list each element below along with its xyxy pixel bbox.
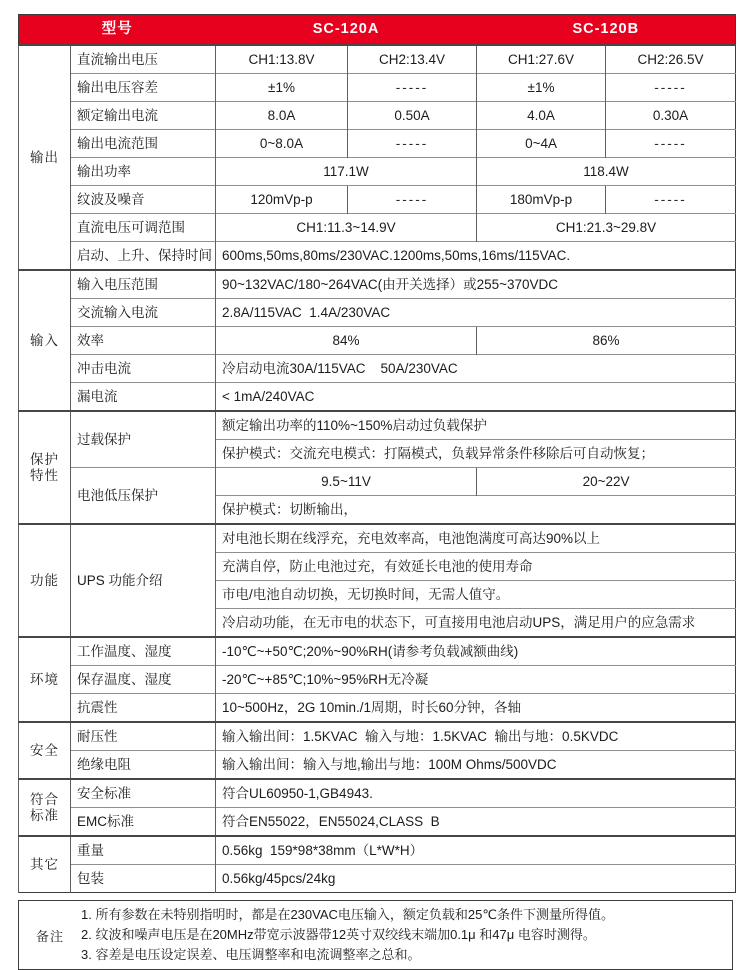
- spec-label: 直流输出电压: [71, 45, 216, 74]
- table-row: [19, 242, 736, 271]
- header-model-b: SC-120B: [477, 15, 736, 46]
- spec-value: ±1%: [216, 74, 348, 102]
- table-row: [19, 299, 736, 327]
- spec-value: 0~4A: [477, 130, 606, 158]
- spec-sheet: [0, 14, 750, 970]
- spec-value: < 1mA/240VAC: [216, 383, 736, 412]
- group-label-safety: 安全: [19, 722, 71, 779]
- notes-box: [18, 900, 733, 970]
- spec-label: 交流输入电流: [71, 299, 216, 327]
- spec-value: ±1%: [477, 74, 606, 102]
- table-row: [19, 836, 736, 865]
- spec-value: 600ms,50ms,80ms/230VAC.1200ms,50ms,16ms/115VAC.: [216, 242, 736, 271]
- table-row: [19, 779, 736, 808]
- table-row: [19, 327, 736, 355]
- spec-label: 绝缘电阻: [71, 751, 216, 780]
- spec-value: CH1:27.6V: [477, 45, 606, 74]
- header-model-a: SC-120A: [216, 15, 477, 46]
- spec-value: 86%: [477, 327, 736, 355]
- spec-label: 耐压性: [71, 722, 216, 751]
- spec-value: 保护模式：切断输出，: [216, 496, 736, 525]
- table-row: [19, 722, 736, 751]
- spec-value: -----: [348, 186, 477, 214]
- spec-label: 输出功率: [71, 158, 216, 186]
- spec-label: 启动、上升、保持时间: [71, 242, 216, 271]
- spec-value: 84%: [216, 327, 477, 355]
- spec-value: 9.5~11V: [216, 468, 477, 496]
- table-row: [19, 468, 736, 496]
- spec-value: 0.56kg/45pcs/24kg: [216, 865, 736, 893]
- notes-lines: [81, 905, 732, 965]
- group-label-protection: 保护特性: [19, 411, 71, 524]
- table-row: [19, 751, 736, 780]
- table-row: [19, 694, 736, 723]
- spec-value: CH1:21.3~29.8V: [477, 214, 736, 242]
- spec-value: 输入输出间：输入与地,输出与地：100M Ohms/500VDC: [216, 751, 736, 780]
- table-row: [19, 383, 736, 412]
- spec-value: 120mVp-p: [216, 186, 348, 214]
- spec-label: 重量: [71, 836, 216, 865]
- spec-value: 市电/电池自动切换，无切换时间，无需人值守。: [216, 581, 736, 609]
- spec-label: 电池低压保护: [71, 468, 216, 525]
- table-row: [19, 808, 736, 837]
- spec-label: 漏电流: [71, 383, 216, 412]
- spec-value: 4.0A: [477, 102, 606, 130]
- spec-label: 工作温度、湿度: [71, 637, 216, 666]
- table-header-row: [19, 15, 736, 46]
- spec-value: 充满自停，防止电池过充，有效延长电池的使用寿命: [216, 553, 736, 581]
- note-line: 3. 容差是电压设定误差、电压调整率和电流调整率之总和。: [81, 947, 421, 962]
- table-row: [19, 102, 736, 130]
- spec-value: 0~8.0A: [216, 130, 348, 158]
- spec-value: 2.8A/115VAC 1.4A/230VAC: [216, 299, 736, 327]
- spec-table: [18, 14, 736, 893]
- spec-value: 输入输出间：1.5KVAC 输入与地：1.5KVAC 输出与地：0.5KVDC: [216, 722, 736, 751]
- spec-value: CH1:13.8V: [216, 45, 348, 74]
- spec-label: EMC标准: [71, 808, 216, 837]
- table-row: [19, 214, 736, 242]
- note-line: 2. 纹波和噪声电压是在20MHz带宽示波器带12英寸双绞线末端加0.1μ 和47μ 电容时测得。: [81, 927, 596, 942]
- spec-value: -10℃~+50℃;20%~90%RH(请参考负载减额曲线): [216, 637, 736, 666]
- spec-value: 118.4W: [477, 158, 736, 186]
- table-row: [19, 74, 736, 102]
- spec-value: 符合EN55022，EN55024,CLASS B: [216, 808, 736, 837]
- spec-value: 冷启动功能，在无市电的状态下，可直接用电池启动UPS，满足用户的应急需求: [216, 609, 736, 638]
- spec-value: CH1:11.3~14.9V: [216, 214, 477, 242]
- table-row: [19, 130, 736, 158]
- spec-value: 0.50A: [348, 102, 477, 130]
- spec-value: 符合UL60950-1,GB4943.: [216, 779, 736, 808]
- table-row: [19, 186, 736, 214]
- spec-label: 额定输出电流: [71, 102, 216, 130]
- spec-label: 输入电压范围: [71, 270, 216, 299]
- spec-value: 20~22V: [477, 468, 736, 496]
- spec-value: -20℃~+85℃;10%~95%RH无冷凝: [216, 666, 736, 694]
- spec-value: 额定输出功率的110%~150%启动过负载保护: [216, 411, 736, 440]
- group-label-others: 其它: [19, 836, 71, 893]
- spec-label: 纹波及噪音: [71, 186, 216, 214]
- table-row: [19, 355, 736, 383]
- spec-value: -----: [606, 186, 736, 214]
- table-row: [19, 411, 736, 440]
- group-label-function: 功能: [19, 524, 71, 637]
- spec-value: 117.1W: [216, 158, 477, 186]
- spec-label: 输出电压容差: [71, 74, 216, 102]
- table-row: [19, 158, 736, 186]
- spec-value: 180mVp-p: [477, 186, 606, 214]
- spec-label: 直流电压可调范围: [71, 214, 216, 242]
- table-row: [19, 666, 736, 694]
- spec-value: 10~500Hz，2G 10min./1周期，时长60分钟，各轴: [216, 694, 736, 723]
- table-row: [19, 270, 736, 299]
- group-label-input: 输入: [19, 270, 71, 411]
- spec-value: -----: [606, 130, 736, 158]
- notes-label: 备注: [35, 928, 64, 944]
- group-label-output: 输出: [19, 45, 71, 270]
- spec-label: 包装: [71, 865, 216, 893]
- table-row: [19, 45, 736, 74]
- spec-value: 对电池长期在线浮充，充电效率高，电池饱满度可高达90%以上: [216, 524, 736, 553]
- table-row: [19, 865, 736, 893]
- spec-value: -----: [606, 74, 736, 102]
- group-label-environment: 环境: [19, 637, 71, 722]
- spec-label: 输出电流范围: [71, 130, 216, 158]
- table-row: [19, 524, 736, 553]
- spec-value: 90~132VAC/180~264VAC(由开关选择）或255~370VDC: [216, 270, 736, 299]
- spec-label: 效率: [71, 327, 216, 355]
- table-row: [19, 637, 736, 666]
- spec-label: 抗震性: [71, 694, 216, 723]
- spec-value: 保护模式：交流充电模式：打隔模式，负载异常条件移除后可自动恢复；: [216, 440, 736, 468]
- spec-value: -----: [348, 74, 477, 102]
- spec-value: 0.56kg 159*98*38mm（L*W*H）: [216, 836, 736, 865]
- header-model-label: 型号: [19, 15, 216, 46]
- spec-value: -----: [348, 130, 477, 158]
- spec-value: 0.30A: [606, 102, 736, 130]
- spec-value: 冷启动电流30A/115VAC 50A/230VAC: [216, 355, 736, 383]
- note-line: 1. 所有参数在未特别指明时，都是在230VAC电压输入，额定负载和25℃条件下测量所得值。: [81, 907, 614, 922]
- spec-label: 安全标准: [71, 779, 216, 808]
- spec-value: CH2:26.5V: [606, 45, 736, 74]
- spec-label: 保存温度、湿度: [71, 666, 216, 694]
- spec-label: 过载保护: [71, 411, 216, 468]
- spec-value: CH2:13.4V: [348, 45, 477, 74]
- spec-label: UPS 功能介绍: [71, 524, 216, 637]
- spec-label: 冲击电流: [71, 355, 216, 383]
- spec-value: 8.0A: [216, 102, 348, 130]
- group-label-standards: 符合标准: [19, 779, 71, 836]
